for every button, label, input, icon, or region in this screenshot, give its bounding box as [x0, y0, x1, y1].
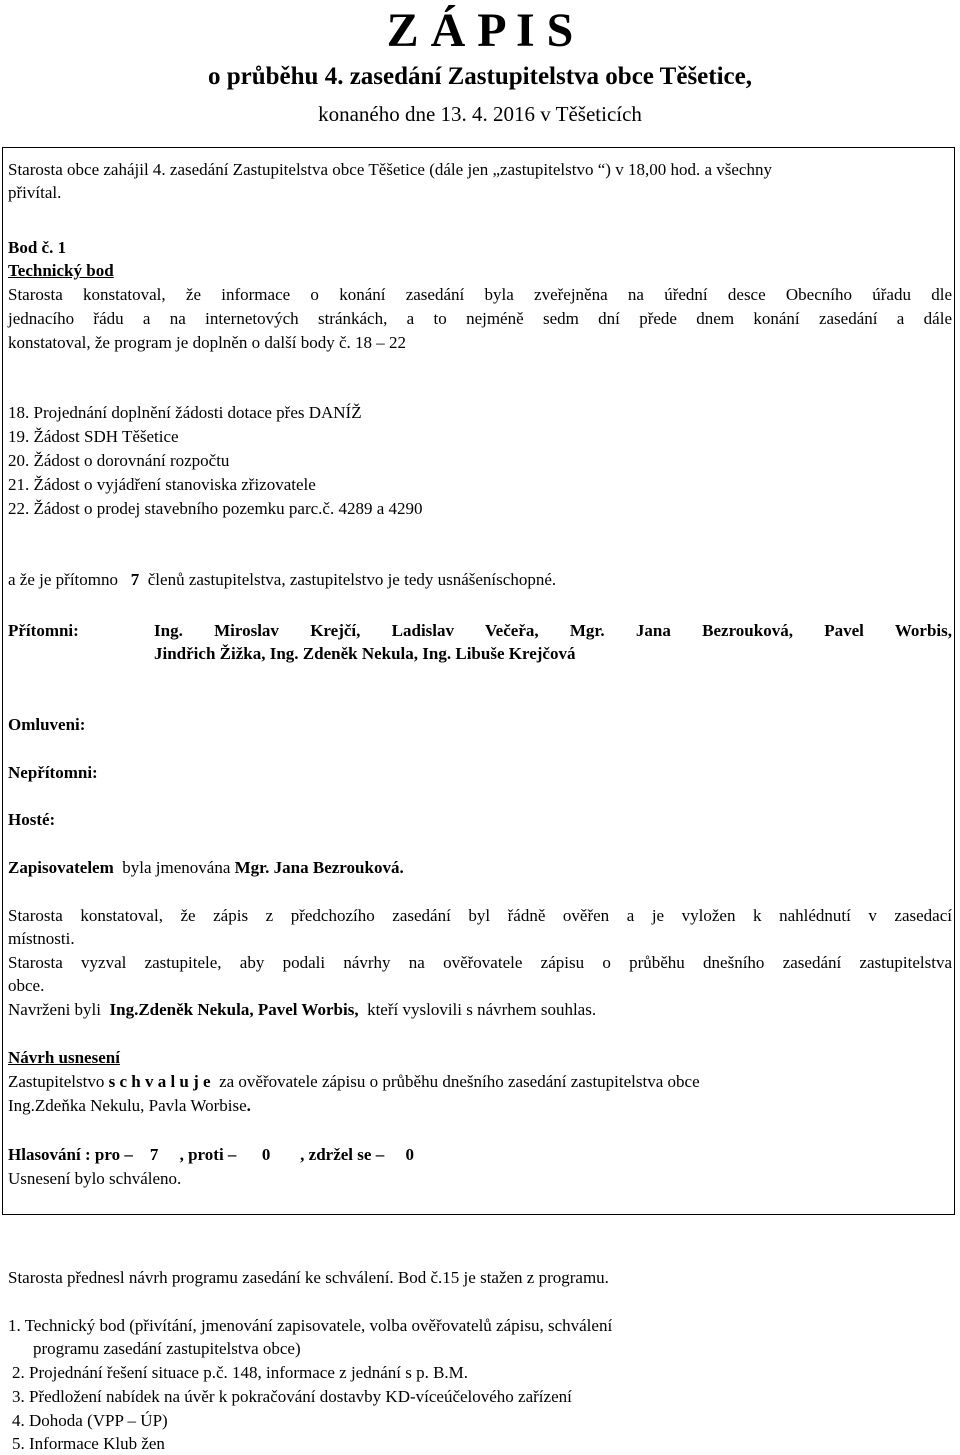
- document-title: Z Á P I S: [386, 4, 574, 57]
- vote-against-count: 0: [261, 1145, 271, 1164]
- opening-line-1: Starosta obce zahájil 4. zasedání Zastupitelstva obce Těšetice (dále jen „zastupitelstvo “) v 18,00 hod. a všechny: [8, 160, 772, 179]
- vote-line: [8, 1144, 414, 1166]
- vote-abstain-label: , zdržel se –: [300, 1145, 385, 1164]
- program-item: 2. Projednání řešení situace p.č. 148, informace z jednání s p. B.M.: [12, 1363, 469, 1382]
- document-subtitle: o průběhu 4. zasedání Zastupitelstva obce Těšetice,: [208, 63, 752, 90]
- resolution-line-1: [8, 1071, 700, 1093]
- program-intro: Starosta přednesl návrh programu zasedání ke schválení. Bod č.15 je stažen z programu.: [8, 1268, 609, 1287]
- vote-pro-label: Hlasování : pro –: [8, 1145, 133, 1164]
- verifier-call-line-2: obce.: [8, 976, 45, 995]
- added-item: 22. Žádost o prodej stavebního pozemku parc.č. 4289 a 4290: [8, 499, 423, 518]
- present-label: Přítomni:: [8, 621, 79, 640]
- meeting-date-line: konaného dne 13. 4. 2016 v Těšeticích: [318, 102, 642, 126]
- recorder-line: [8, 857, 404, 879]
- program-item-1-line-2: programu zasedání zastupitelstva obce): [33, 1339, 301, 1358]
- minutes-verified-line-2: místnosti.: [8, 929, 75, 948]
- recorder-name: Mgr. Jana Bezrouková.: [234, 858, 404, 877]
- vote-against-label: , proti –: [179, 1145, 237, 1164]
- excused-label: Omluveni:: [8, 715, 86, 734]
- present-names-line-1: Ing. Miroslav Krejčí, Ladislav Večeřa, Mgr. Jana Bezrouková, Pavel Worbis,: [154, 621, 952, 640]
- nominated-suffix: kteří vyslovili s návrhem souhlas.: [367, 1000, 597, 1019]
- resolution-heading: Návrh usnesení: [8, 1048, 120, 1067]
- opening-line-2: přivítal.: [8, 183, 62, 202]
- vote-result: Usnesení bylo schváleno.: [8, 1169, 182, 1188]
- absent-label: Nepřítomni:: [8, 763, 98, 782]
- point-1-paragraph-line-2: jednacího řádu a na internetových stránkách, a to nejméně sedm dní přede dnem konání zasedání a dále: [8, 309, 952, 328]
- quorum-prefix: a že je přítomno: [8, 570, 118, 589]
- program-item: 5. Informace Klub žen: [12, 1434, 165, 1453]
- minutes-verified-line-1: Starosta konstatoval, že zápis z předchozího zasedání byl řádně ověřen a je vyložen k nahlédnutí v zasedací: [8, 906, 952, 925]
- nominated-line: [8, 999, 596, 1021]
- verifier-call-line-1: Starosta vyzval zastupitele, aby podali návrhy na ověřovatele zápisu o průběhu dnešního zasedání zastupitelstva: [8, 953, 952, 972]
- resolution-verb: s c h v a l u j e: [108, 1072, 211, 1091]
- vote-abstain-count: 0: [405, 1145, 414, 1164]
- recorder-text: byla jmenována: [122, 858, 231, 877]
- nominated-names: Ing.Zdeněk Nekula, Pavel Worbis,: [109, 1000, 359, 1019]
- resolution-text: za ověřovatele zápisu o průběhu dnešního zasedání zastupitelstva obce: [219, 1072, 700, 1091]
- added-item: 20. Žádost o dorovnání rozpočtu: [8, 451, 230, 470]
- resolution-subject: Zastupitelstvo: [8, 1072, 105, 1091]
- nominated-prefix: Navrženi byli: [8, 1000, 101, 1019]
- point-1-paragraph-line-1: Starosta konstatoval, že informace o konání zasedání byla zveřejněna na úřední desce Obecního úřadu dle: [8, 285, 952, 304]
- added-item: 19. Žádost SDH Těšetice: [8, 427, 179, 446]
- resolution-period: .: [246, 1096, 251, 1115]
- present-names-line-2: Jindřich Žižka, Ing. Zdeněk Nekula, Ing. Libuše Krejčová: [154, 644, 576, 663]
- resolution-line-2: [8, 1095, 251, 1117]
- point-1-heading: Bod č. 1: [8, 238, 67, 257]
- added-item: 18. Projednání doplnění žádosti dotace přes DANÍŽ: [8, 403, 362, 422]
- point-1-subheading: Technický bod: [8, 261, 114, 280]
- resolution-names: Ing.Zdeňka Nekulu, Pavla Worbise: [8, 1096, 247, 1115]
- recorder-label: Zapisovatelem: [8, 858, 114, 877]
- added-item: 21. Žádost o vyjádření stanoviska zřizovatele: [8, 475, 316, 494]
- point-1-paragraph-line-3: konstatoval, že program je doplněn o další body č. 18 – 22: [8, 333, 406, 352]
- program-item: 4. Dohoda (VPP – ÚP): [12, 1411, 168, 1430]
- quorum-line: [8, 569, 556, 591]
- quorum-suffix: členů zastupitelstva, zastupitelstvo je tedy usnášeníschopné.: [147, 570, 557, 589]
- program-item-1-line-1: 1. Technický bod (přivítání, jmenování zapisovatele, volba ověřovatelů zápisu, schválení: [8, 1316, 613, 1335]
- vote-pro-count: 7: [149, 1145, 159, 1164]
- program-item: 3. Předložení nabídek na úvěr k pokračování dostavby KD-víceúčelového zařízení: [12, 1387, 572, 1406]
- guests-label: Hosté:: [8, 810, 56, 829]
- quorum-count: 7: [130, 570, 140, 589]
